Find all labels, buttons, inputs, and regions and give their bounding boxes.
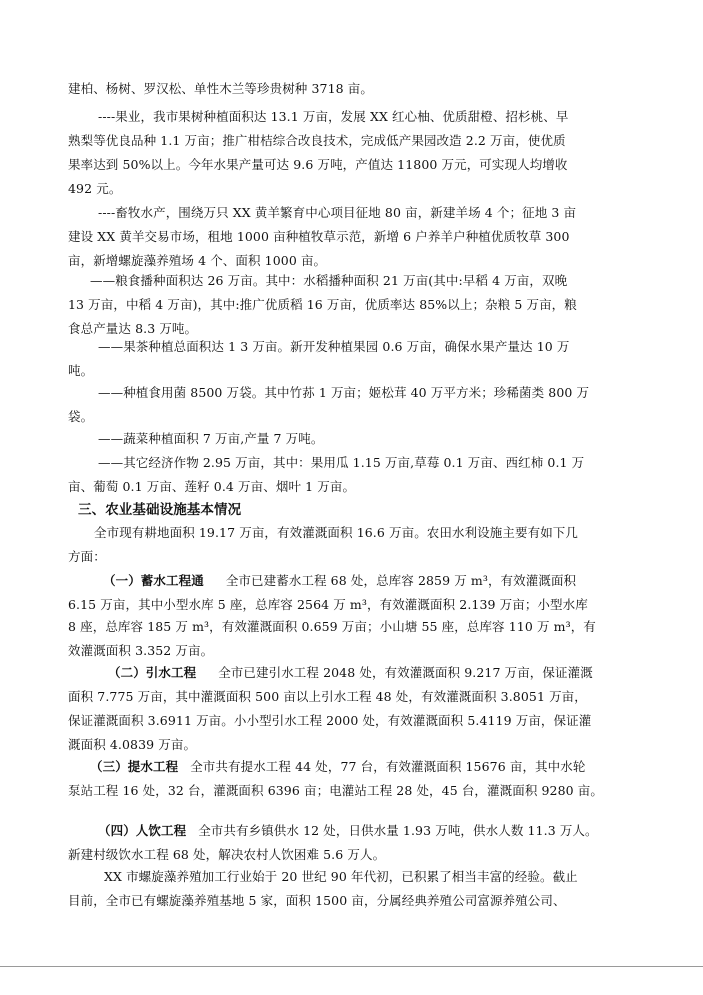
text-line: ——粮食播种面积达 26 万亩。其中：水稻播种面积 21 万亩(其中:早稻 4 万亩，双晚 <box>90 273 568 288</box>
text-line: 效灌溉面积 3.352 万亩。 <box>68 643 214 658</box>
text-line: 全市已建蓄水工程 68 处，总库容 2859 万 m³，有效灌溉面积 <box>225 573 577 588</box>
subsection-line <box>108 665 593 681</box>
text-line: 方面： <box>68 549 106 564</box>
text-line: 13 万亩，中稻 4 万亩)，其中:推广优质稻 16 万亩，优质率达 85%以上；杂粮 5 万亩，粮 <box>68 297 577 312</box>
text-line: 熟梨等优良品种 1.1 万亩；推广柑桔综合改良技术，完成低产果园改造 2.2 万亩，使优质 <box>68 133 566 148</box>
text-line: 目前，全市已有螺旋藻养殖基地 5 家，面积 1500 亩，分属经典养殖公司富源养殖公司、 <box>68 893 566 908</box>
text-line: ----果业，我市果树种植面积达 13.1 万亩，发展 XX 红心柚、优质甜橙、招杉桃、早 <box>98 109 569 124</box>
subsection-heading: （三）提水工程 <box>90 759 179 774</box>
subsection-heading: （一）蓄水工程通 <box>103 573 204 588</box>
footer-divider <box>0 966 703 967</box>
text-line: 全市共有乡镇供水 12 处，日供水量 1.93 万吨，供水人数 11.3 万人。 <box>198 823 598 838</box>
subsection-heading: （四）人饮工程 <box>98 823 187 838</box>
subsection-line <box>103 573 576 589</box>
text-line: ----畜牧水产，围绕万只 XX 黄羊繁育中心项目征地 80 亩，新建羊场 4 个；征地 3 亩 <box>98 205 577 220</box>
text-line: 亩，新增螺旋藻养殖场 4 个、面积 1000 亩。 <box>68 253 327 268</box>
text-line: 新建村级饮水工程 68 处，解决农村人饮困难 5.6 万人。 <box>68 847 386 862</box>
text-line: 食总产量达 8.3 万吨。 <box>68 321 198 336</box>
text-line: 建柏、杨树、罗汉松、单性木兰等珍贵树种 3718 亩。 <box>68 81 373 96</box>
text-line: ——种植食用菌 8500 万袋。其中竹荪 1 万亩；姬松茸 40 万平方米；珍稀菌类 800 万 <box>98 385 590 400</box>
text-line: 袋。 <box>68 409 94 424</box>
subsection-line <box>90 759 585 775</box>
text-line: 果率达到 50%以上。今年水果产量可达 9.6 万吨，产值达 11800 万元，可实现人均增收 <box>68 157 568 172</box>
text-line: ——其它经济作物 2.95 万亩，其中：果用瓜 1.15 万亩,草莓 0.1 万亩、西红柿 0.1 万 <box>98 455 585 470</box>
text-line: 6.15 万亩，其中小型水库 5 座，总库容 2564 万 m³，有效灌溉面积 2.139 万亩；小型水库 <box>68 597 588 612</box>
text-line: 建设 XX 黄羊交易市场，租地 1000 亩种植牧草示范，新增 6 户养羊户种植优质牧草 300 <box>68 229 570 244</box>
text-line: 492 元。 <box>68 181 122 196</box>
text-line: 全市现有耕地面积 19.17 万亩，有效灌溉面积 16.6 万亩。农田水利设施主要有如下几 <box>94 525 579 540</box>
text-line: 泵站工程 16 处，32 台，灌溉面积 6396 亩；电灌站工程 28 处，45 台，灌溉面积 9280 亩。 <box>68 783 603 798</box>
subsection-line <box>98 823 598 839</box>
text-line: 溉面积 4.0839 万亩。 <box>68 737 197 752</box>
subsection-heading: （二）引水工程 <box>108 665 197 680</box>
text-line: 亩、葡萄 0.1 万亩、莲籽 0.4 万亩、烟叶 1 万亩。 <box>68 479 356 494</box>
text-line: 面积 7.775 万亩，其中灌溉面积 500 亩以上引水工程 48 处，有效灌溉面积 3.8051 万亩， <box>68 689 587 704</box>
text-line: ——果茶种植总面积达 1 3 万亩。新开发种植果园 0.6 万亩，确保水果产量达 10 万 <box>98 339 570 354</box>
text-line: 全市已建引水工程 2048 处，有效灌溉面积 9.217 万亩，保证灌溉 <box>218 665 593 680</box>
section-heading: 三、农业基础设施基本情况 <box>78 502 242 518</box>
text-line: XX 市螺旋藻养殖加工行业始于 20 世纪 90 年代初，已积累了相当丰富的经验。截止 <box>104 869 578 884</box>
text-line: 吨。 <box>68 363 94 378</box>
text-line: ——蔬菜种植面积 7 万亩,产量 7 万吨。 <box>98 431 324 446</box>
text-line: 8 座，总库容 185 万 m³，有效灌溉面积 0.659 万亩；小山塘 55 座，总库容 110 万 m³，有 <box>68 619 596 634</box>
text-line: 全市共有提水工程 44 处，77 台，有效灌溉面积 15676 亩，其中水轮 <box>190 759 586 774</box>
text-line: 保证灌溉面积 3.6911 万亩。小小型引水工程 2000 处，有效灌溉面积 5.4119 万亩，保证灌 <box>68 713 592 728</box>
